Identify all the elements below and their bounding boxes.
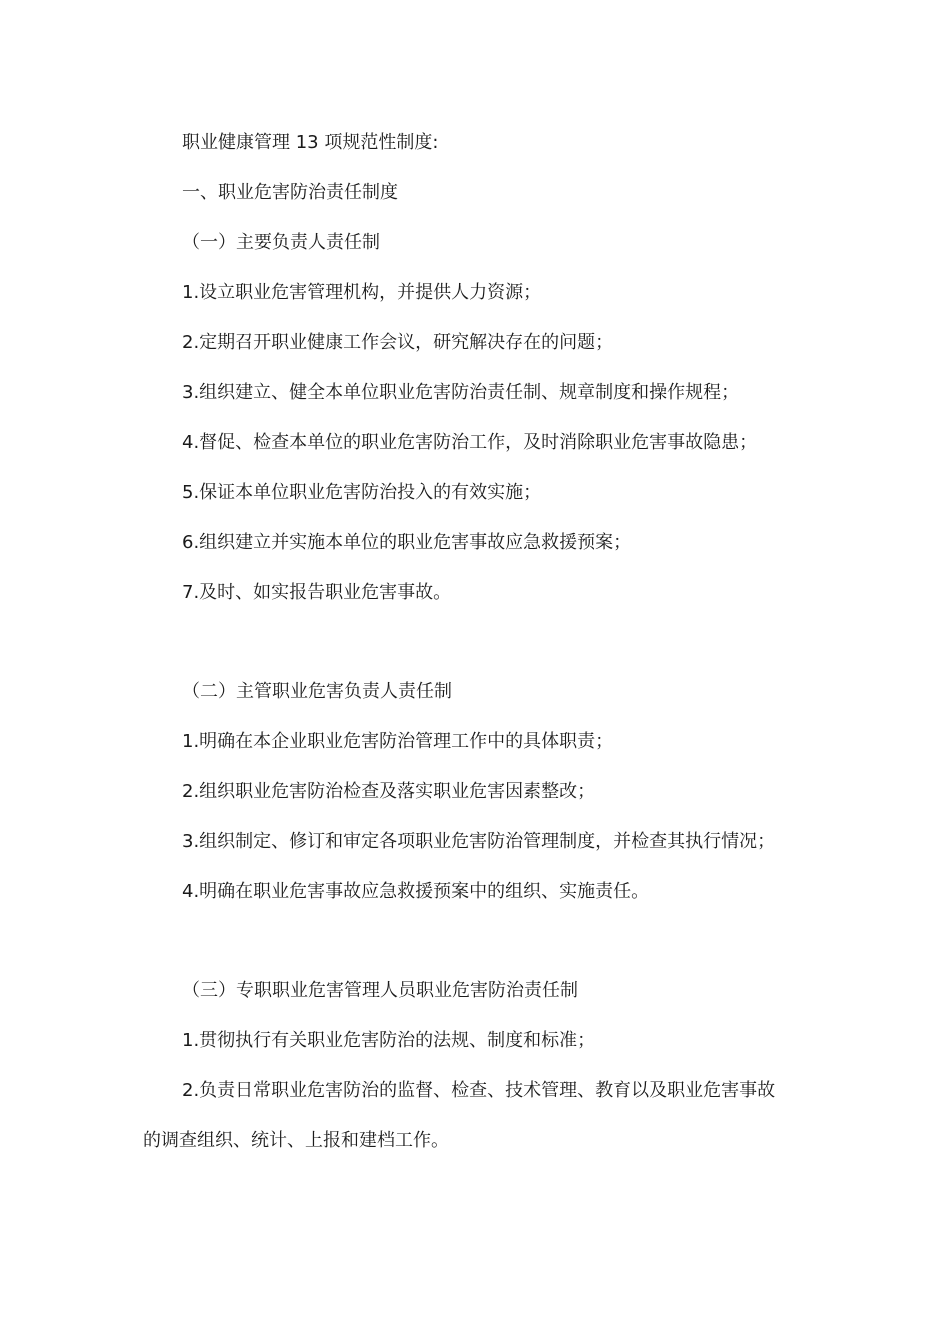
list-item: 2.定期召开职业健康工作会议，研究解决存在的问题； (182, 332, 614, 353)
part-heading: （一）主要负责人责任制 (182, 232, 380, 253)
list-item: 4.督促、检查本单位的职业危害防治工作，及时消除职业危害事故隐患； (182, 432, 758, 453)
list-item: 1.贯彻执行有关职业危害防治的法规、制度和标准； (182, 1030, 596, 1051)
document-body (143, 118, 823, 1166)
paragraph-gap (143, 618, 823, 667)
paragraph-gap (143, 917, 823, 966)
list-item: 1.设立职业危害管理机构，并提供人力资源； (182, 282, 542, 303)
part-heading: （三）专职职业危害管理人员职业危害防治责任制 (182, 980, 578, 1001)
list-item: 1.明确在本企业职业危害防治管理工作中的具体职责； (182, 731, 614, 752)
list-item: 7.及时、如实报告职业危害事故。 (182, 582, 452, 603)
list-item: 3.组织制定、修订和审定各项职业危害防治管理制度，并检查其执行情况； (182, 831, 776, 852)
document-title: 职业健康管理 13 项规范性制度: (182, 132, 439, 153)
list-item: 4.明确在职业危害事故应急救援预案中的组织、实施责任。 (182, 881, 650, 902)
section-heading: 一、职业危害防治责任制度 (182, 182, 398, 203)
part-heading: （二）主管职业危害负责人责任制 (182, 681, 452, 702)
list-item: 2.组织职业危害防治检查及落实职业危害因素整改； (182, 781, 596, 802)
list-item: 5.保证本单位职业危害防治投入的有效实施； (182, 482, 542, 503)
list-item: 3.组织建立、健全本单位职业危害防治责任制、规章制度和操作规程； (182, 382, 740, 403)
list-item: 2.负责日常职业危害防治的监督、检查、技术管理、教育以及职业危害事故 (182, 1080, 776, 1101)
list-item-continuation: 的调查组织、统计、上报和建档工作。 (143, 1130, 449, 1151)
list-item: 6.组织建立并实施本单位的职业危害事故应急救援预案； (182, 532, 632, 553)
